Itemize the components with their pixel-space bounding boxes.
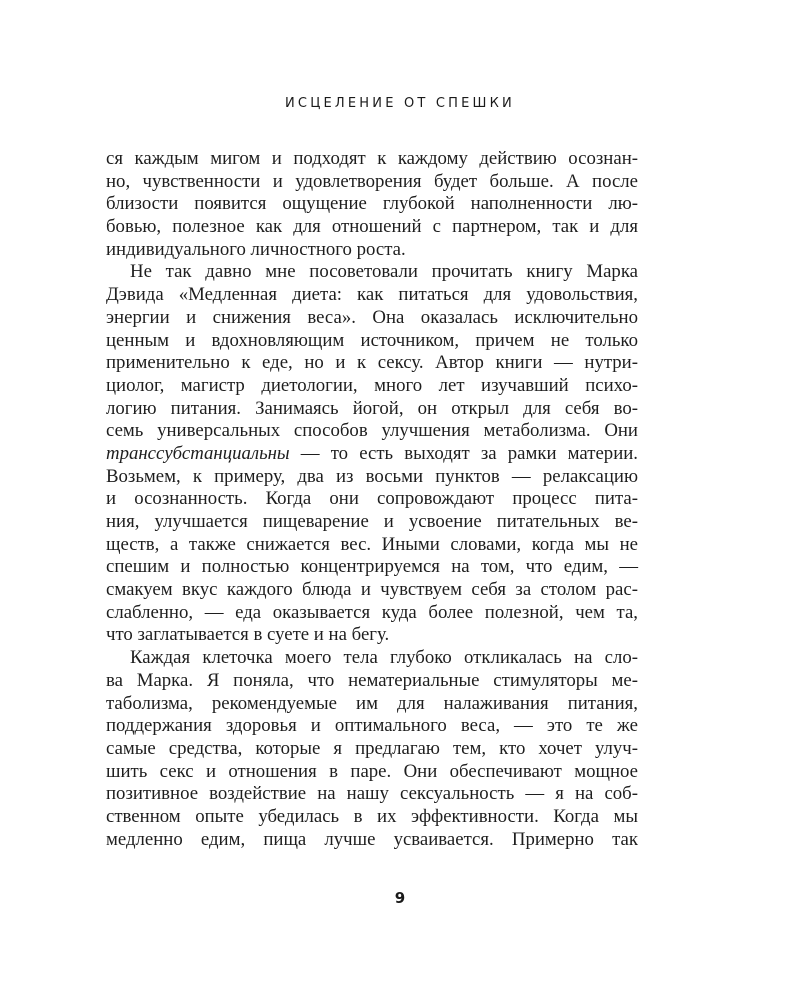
italic-term: трансcубстанциальны — [106, 442, 290, 464]
paragraph-1 — [106, 148, 638, 261]
text-line: семь универсальных способов улучшения метаболизма. Они — [106, 420, 638, 442]
page-number: 9 — [394, 889, 406, 907]
paragraph-3 — [106, 647, 638, 851]
text-line: индивидуального личностного роста. — [106, 238, 406, 260]
text-line: применительно к еде, но и к сексу. Автор книги — нутри- — [106, 352, 638, 374]
text-line: таболизма, рекомендуемые им для налаживания питания, — [106, 692, 638, 714]
text-line: ществ, а также снижается вес. Иными словами, когда мы не — [106, 533, 638, 555]
text-line: ва Марка. Я поняла, что нематериальные стимуляторы ме- — [106, 669, 638, 691]
text-line: бовью, полезное как для отношений с партнером, так и для — [106, 216, 638, 238]
text-line: спешим и полностью концентрируемся на том, что едим, — — [106, 556, 638, 578]
text-line: ся каждым мигом и подходят к каждому действию осознан- — [106, 148, 638, 169]
text-line: циолог, магистр диетологии, много лет изучавший психо- — [106, 374, 638, 396]
text-line: самые средства, которые я предлагаю тем, кто хочет улуч- — [106, 737, 638, 759]
text-line: ственном опыте убедилась в их эффективности. Когда мы — [106, 805, 638, 827]
text-line: слабленно, — еда оказывается куда более полезной, чем та, — [106, 601, 638, 623]
text-line: Возьмем, к примеру, два из восьми пунктов — релаксацию — [106, 465, 638, 487]
text-line: энергии и снижения веса». Она оказалась исключительно — [106, 306, 638, 328]
text-line: смакуем вкус каждого блюда и чувствуем себя за столом рас- — [106, 579, 638, 601]
text-line: и осознанность. Когда они сопровождают процесс пита- — [106, 488, 638, 510]
text-line-rest: — то есть выходят за рамки материи. — [289, 442, 638, 464]
text-line: Каждая клеточка моего тела глубоко откликалась на сло- — [130, 647, 638, 669]
text-line: логию питания. Занимаясь йогой, он открыл для себя во- — [106, 397, 638, 419]
text-line: Не так давно мне посоветовали прочитать книгу Марка — [130, 261, 638, 283]
body-text — [106, 148, 638, 851]
text-line: ценным и вдохновляющим источником, причем не только — [106, 329, 638, 351]
text-line: шить секс и отношения в паре. Они обеспечивают мощное — [106, 760, 638, 782]
text-line: близости появится ощущение глубокой наполненности лю- — [106, 193, 638, 215]
text-line: но, чувственности и удовлетворения будет больше. А после — [106, 170, 638, 192]
text-line: поддержания здоровья и оптимального веса, — это те же — [106, 715, 638, 737]
text-line: позитивное воздействие на нашу сексуальность — я на соб- — [106, 783, 638, 805]
text-line: медленно едим, пища лучше усваивается. Примерно так — [106, 828, 638, 850]
text-line-with-italic — [106, 443, 638, 466]
text-line: что заглатывается в суете и на бегу. — [106, 624, 390, 646]
text-line: ния, улучшается пищеварение и усвоение питательных ве- — [106, 511, 638, 532]
text-line: Дэвида «Медленная диета: как питаться для удовольствия, — [106, 284, 638, 306]
running-title: ИСЦЕЛЕНИЕ ОТ СПЕШКИ — [285, 96, 515, 111]
paragraph-2 — [106, 261, 638, 647]
